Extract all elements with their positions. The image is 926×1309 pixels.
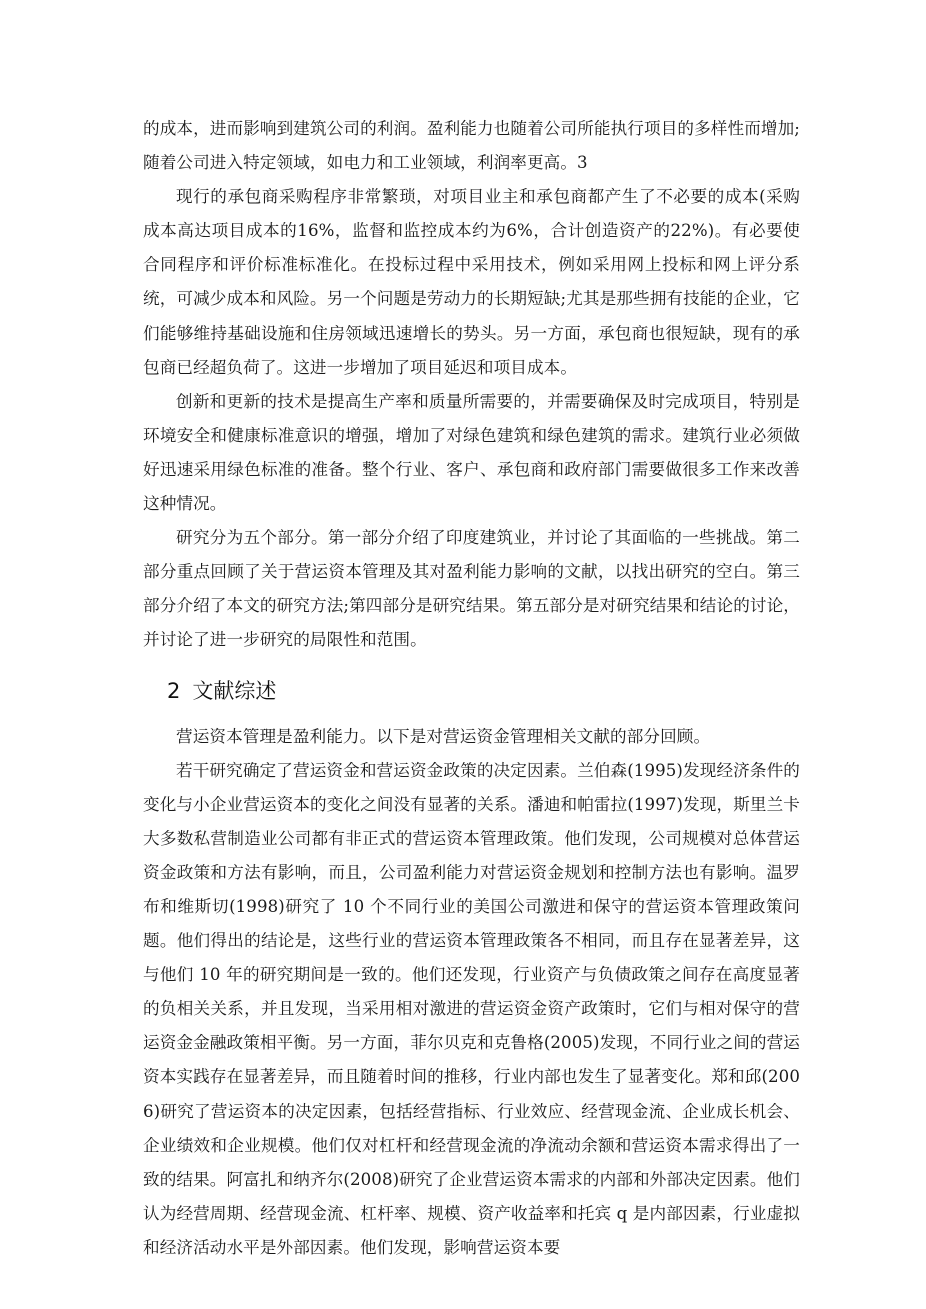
paragraph-literature-review: 若干研究确定了营运资金和营运资金政策的决定因素。兰伯森(1995)发现经济条件的变化与小企业营运资本的变化之间没有显著的关系。潘迪和帕雷拉(1997)发现，斯里兰卡大多数私营制造业公司都有非正式的营运资本管理政策。他们发现，公司规模对总体营运资金政策和方法有影响，而且，公司盈利能力对营运资金规划和控制方法也有影响。温罗布和维斯切(1998)研究了 10 个不同行业的美国公司激进和保守的营运资本管理政策问题。他们得出的结论是，这些行业的营运资本管理政策各不相同，而且存在显著差异，这与他们 10 年的研究期间是一致的。他们还发现，行业资产与负债政策之间存在高度显著的负相关关系，并且发现，当采用相对激进的营运资金资产政策时，它们与相对保守的营运资金金融政策相平衡。另一方面，菲尔贝克和克鲁格(2005)发现，不同行业之间的营运资本实践存在显著差异，而且随着时间的推移，行业内部也发生了显著变化。郑和邱(2006)研究了营运资本的决定因素，包括经营指标、行业效应、经营现金流、企业成长机会、企业绩效和企业规模。他们仅对杠杆和经营现金流的净流动余额和营运资本需求得出了一致的结果。阿富扎和纳齐尔(2008)研究了企业营运资本需求的内部和外部决定因素。他们认为经营周期、经营现金流、杠杆率、规模、资产收益率和托宾 q 是内部因素，行业虚拟和经济活动水平是外部因素。他们发现，影响营运资本要 <box>143 760 800 1257</box>
section-number: 2 <box>167 678 181 703</box>
paragraph-literature-intro: 营运资本管理是盈利能力。以下是对营运资金管理相关文献的部分回顾。 <box>176 726 711 746</box>
section-title: 文献综述 <box>192 678 277 703</box>
paragraph-intro-continuation: 的成本，进而影响到建筑公司的利润。盈利能力也随着公司所能执行项目的多样性而增加;随着公司进入特定领域，如电力和工业领域，利润率更高。3 <box>143 119 800 173</box>
paragraph-study-structure: 研究分为五个部分。第一部分介绍了印度建筑业，并讨论了其面临的一些挑战。第二部分重点回顾了关于营运资本管理及其对盈利能力影响的文献，以找出研究的空白。第三部分介绍了本文的研究方法;第四部分是研究结果。第五部分是对研究结果和结论的讨论，并讨论了进一步研究的局限性和范围。 <box>143 528 800 650</box>
paragraph-innovation: 创新和更新的技术是提高生产率和质量所需要的，并需要确保及时完成项目，特别是环境安全和健康标准意识的增强，增加了对绿色建筑和绿色建筑的需求。建筑行业必须做好迅速采用绿色标准的准备。整个行业、客户、承包商和政府部门需要做很多工作来改善这种情况。 <box>143 391 800 514</box>
paragraph-contractor-procurement: 现行的承包商采购程序非常繁琐，对项目业主和承包商都产生了不必要的成本(采购成本高达项目成本的16%，监督和监控成本约为6%，合计创造资产的22%)。有必要使合同程序和评价标准标准化。在投标过程中采用技术，例如采用网上投标和网上评分系统，可减少成本和风险。另一个问题是劳动力的长期短缺;尤其是那些拥有技能的企业，它们能够维持基础设施和住房领域迅速增长的势头。另一方面，承包商也很短缺，现有的承包商已经超负荷了。这进一步增加了项目延迟和项目成本。 <box>143 187 800 377</box>
section-heading <box>167 674 800 708</box>
document-page <box>143 112 800 1265</box>
